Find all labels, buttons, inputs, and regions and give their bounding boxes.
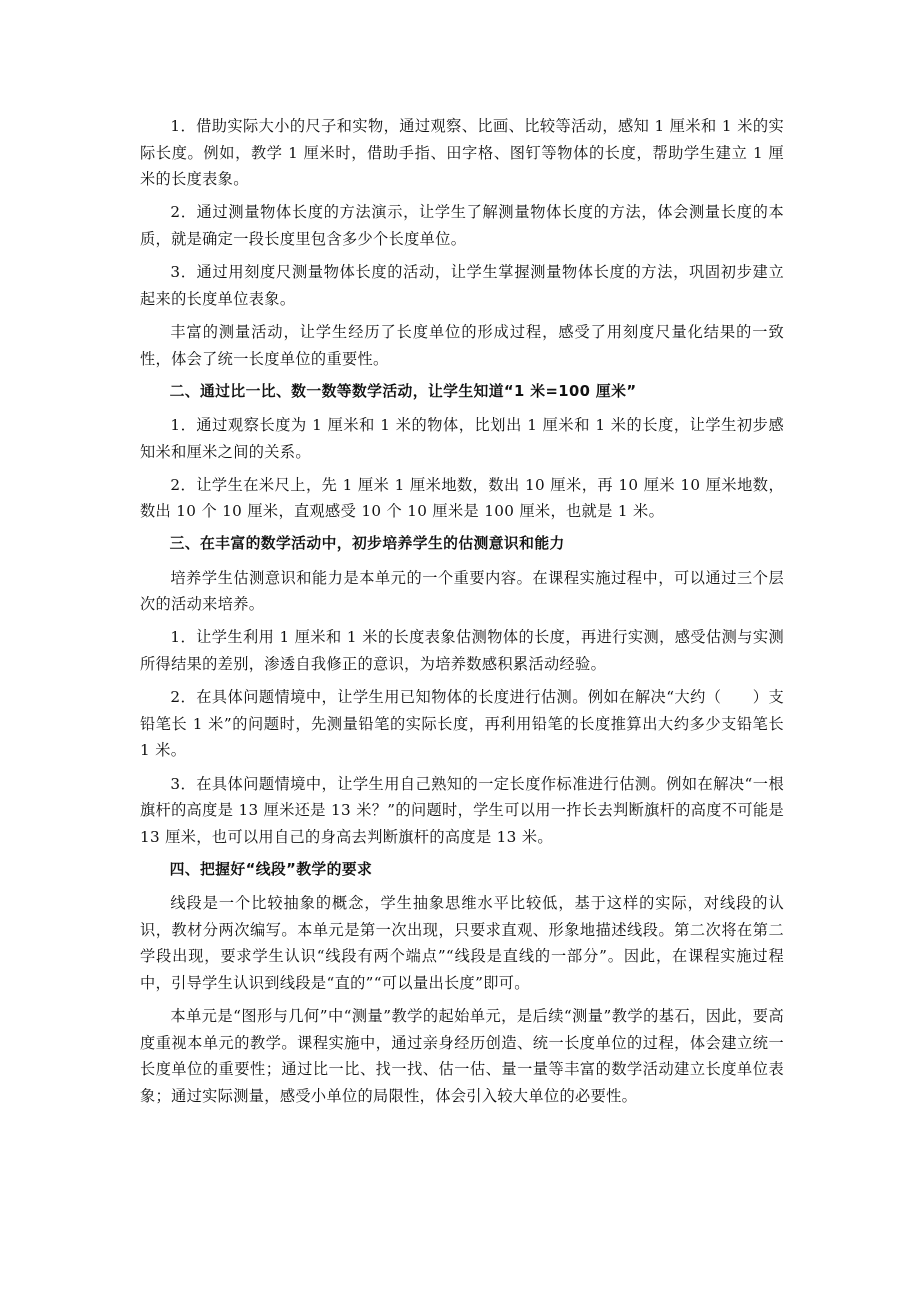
section-heading-4: 四、把握好“线段”教学的要求 (169, 860, 373, 878)
paragraph-6: 2．让学生在米尺上，先 1 厘米 1 厘米地数，数出 10 厘米，再 10 厘米 10 厘米地数，数出 10 个 10 厘米，直观感受 10 个 10 厘米是 100 厘米，也就是 1 米。 (140, 475, 784, 521)
paragraph-4: 丰富的测量活动，让学生经历了长度单位的形成过程，感受了用刻度尺量化结果的一致性，体会了统一长度单位的重要性。 (140, 322, 784, 368)
section-heading-2: 二、通过比一比、数一数等数学活动，让学生知道“1 米=100 厘米” (169, 382, 637, 400)
paragraph-7: 培养学生估测意识和能力是本单元的一个重要内容。在课程实施过程中，可以通过三个层次的活动来培养。 (140, 568, 784, 614)
paragraph-9: 2．在具体问题情境中，让学生用已知物体的长度进行估测。例如在解决“大约（ ）支铅笔长 1 米”的问题时，先测量铅笔的实际长度，再利用铅笔的长度推算出大约多少支铅笔长 1 米。 (140, 688, 784, 760)
paragraph-1: 1．借助实际大小的尺子和实物，通过观察、比画、比较等活动，感知 1 厘米和 1 米的实际长度。例如，教学 1 厘米时，借助手指、田字格、图钉等物体的长度，帮助学生建立 1 厘米的长度表象。 (140, 117, 784, 189)
paragraph-12: 本单元是“图形与几何”中“测量”教学的起始单元，是后续“测量”教学的基石，因此，要高度重视本单元的教学。课程实施中，通过亲身经历创造、统一长度单位的过程，体会建立统一长度单位的重要性；通过比一比、找一找、估一估、量一量等丰富的数学活动建立长度单位表象；通过实际测量，感受小单位的局限性，体会引入较大单位的必要性。 (140, 1007, 784, 1105)
paragraph-8: 1．让学生利用 1 厘米和 1 米的长度表象估测物体的长度，再进行实测，感受估测与实测所得结果的差别，渗透自我修正的意识，为培养数感积累活动经验。 (140, 628, 784, 674)
section-heading-3: 三、在丰富的数学活动中，初步培养学生的估测意识和能力 (169, 535, 565, 553)
paragraph-3: 3．通过用刻度尺测量物体长度的活动，让学生掌握测量物体长度的方法，巩固初步建立起来的长度单位表象。 (140, 263, 784, 308)
paragraph-11: 线段是一个比较抽象的概念，学生抽象思维水平比较低，基于这样的实际，对线段的认识，教材分两次编写。本单元是第一次出现，只要求直观、形象地描述线段。第二次将在第二学段出现，要求学生认识“线段有两个端点”“线段是直线的一部分”。因此，在课程实施过程中，引导学生认识到线段是“直的”“可以量出长度”即可。 (140, 894, 784, 992)
paragraph-2: 2．通过测量物体长度的方法演示，让学生了解测量物体长度的方法，体会测量长度的本质，就是确定一段长度里包含多少个长度单位。 (140, 203, 784, 248)
document-page (140, 113, 784, 1116)
paragraph-10: 3．在具体问题情境中，让学生用自己熟知的一定长度作标准进行估测。例如在解决“一根旗杆的高度是 13 厘米还是 13 米？”的问题时，学生可以用一拃长去判断旗杆的高度不可能是 13 厘米，也可以用自己的身高去判断旗杆的高度是 13 米。 (140, 774, 784, 846)
paragraph-5: 1．通过观察长度为 1 厘米和 1 米的物体，比划出 1 厘米和 1 米的长度，让学生初步感知米和厘米之间的关系。 (140, 415, 784, 461)
